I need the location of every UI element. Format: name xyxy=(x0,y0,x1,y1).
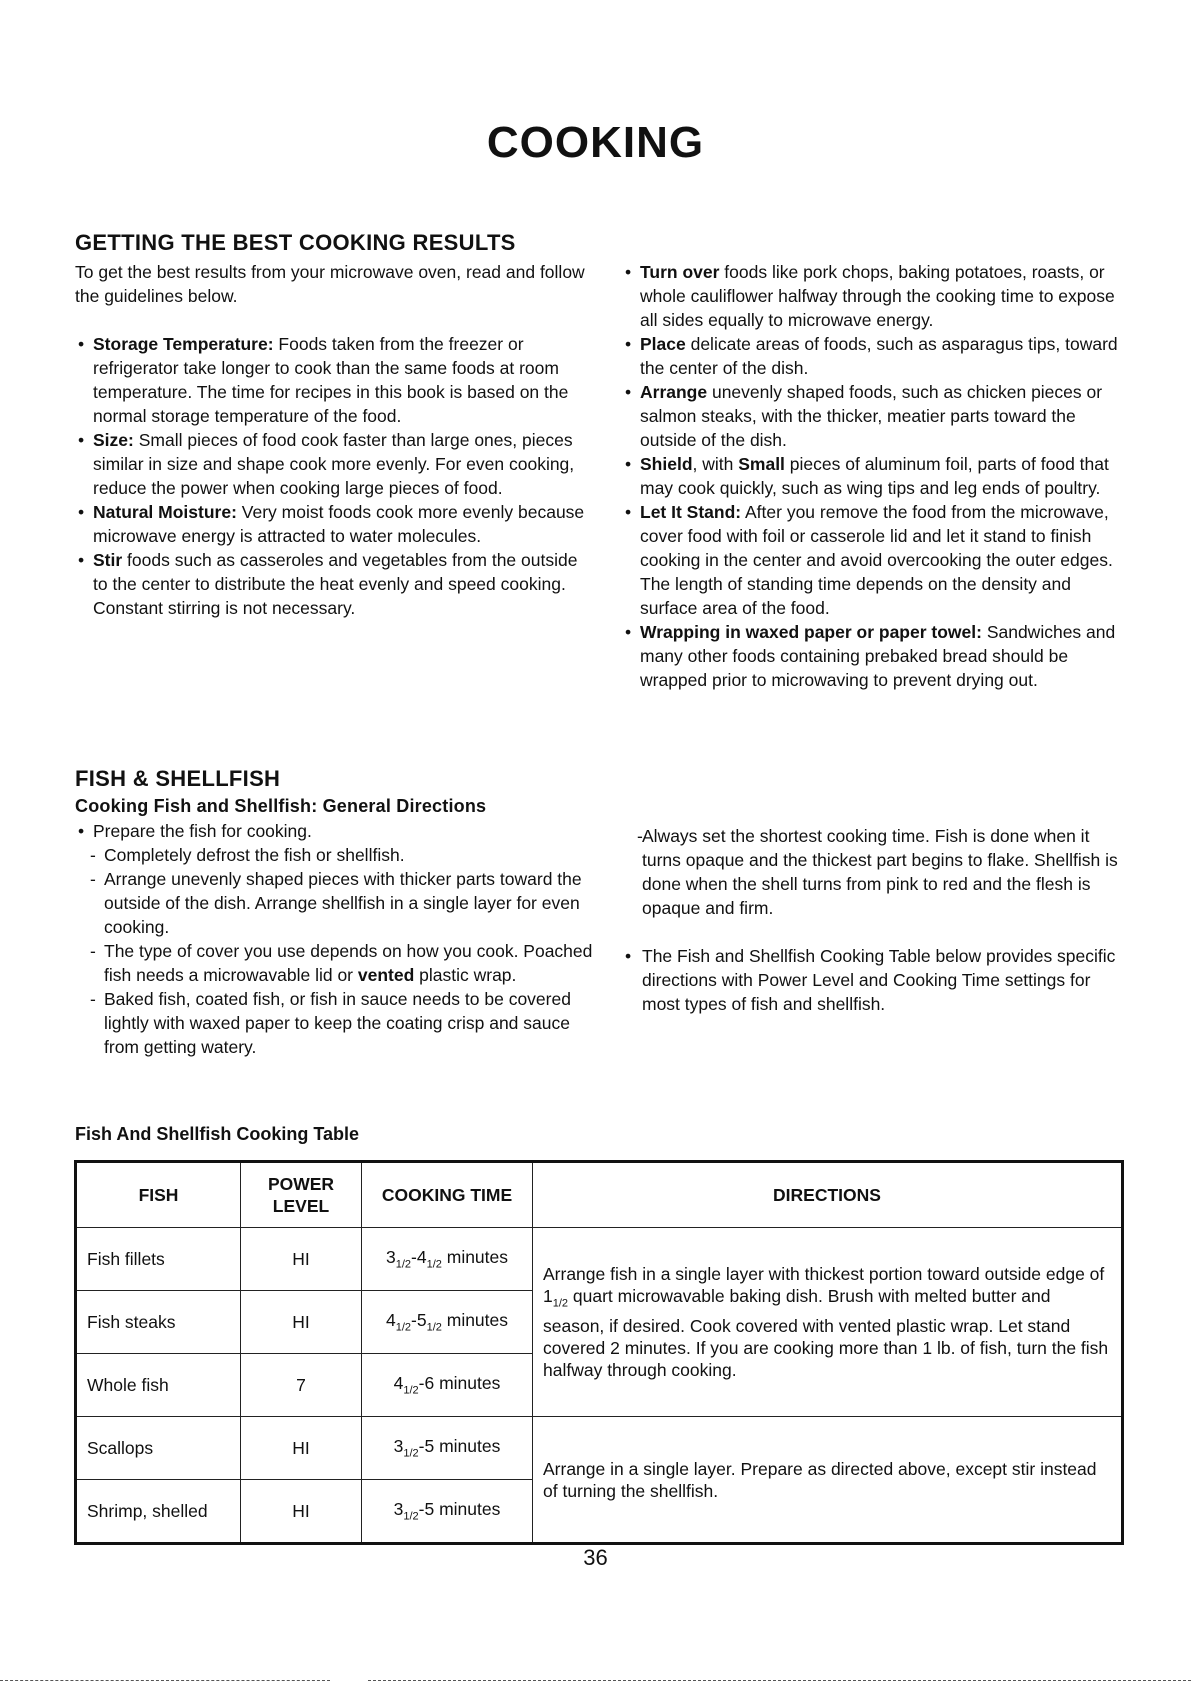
list-item xyxy=(622,260,1132,332)
item-text: After you remove the food from the microwave, cover food with foil or casserole lid and let it stand to finish cooking in the center and avoid overcooking the outer edges. The length of standing time depends on the density and surface area of the food. xyxy=(640,502,1113,618)
item-text: plastic wrap. xyxy=(414,965,517,985)
column-header-power-level xyxy=(241,1162,362,1228)
list-item xyxy=(622,452,1132,500)
item-text: Baked fish, coated fish, or fish in sauce needs to be covered lightly with waxed paper to keep the coating crisp and sauce from getting watery. xyxy=(104,989,571,1057)
best-results-right-column xyxy=(622,260,1132,692)
fish-table-note-list xyxy=(622,944,1132,1016)
item-text: delicate areas of foods, such as asparagus tips, toward the center of the dish. xyxy=(640,334,1118,378)
list-item xyxy=(622,620,1132,692)
cell-directions-shellfish: Arrange in a single layer. Prepare as directed above, except stir instead of turning the shellfish. xyxy=(533,1417,1123,1544)
item-bold-label: Turn over xyxy=(640,262,720,282)
column-header-directions: DIRECTIONS xyxy=(533,1162,1123,1228)
page-title: COOKING xyxy=(486,118,705,167)
fish-dash-list xyxy=(75,843,595,1059)
item-text: Arrange unevenly shaped pieces with thicker parts toward the outside of the dish. Arrange shellfish in a single layer for even cooking. xyxy=(104,869,582,937)
list-item xyxy=(75,987,595,1059)
footer-rule xyxy=(0,1680,330,1681)
list-item xyxy=(75,500,595,548)
item-text: unevenly shaped foods, such as chicken pieces or salmon steaks, with the thicker, meatier parts toward the outside of the dish. xyxy=(640,382,1103,450)
list-item xyxy=(75,867,595,939)
item-bold-label: Place xyxy=(640,334,686,354)
best-results-left-column xyxy=(75,230,595,620)
list-item xyxy=(75,332,595,428)
cell-fish: Fish fillets xyxy=(76,1228,241,1291)
item-text: The type of cover you use depends on how you cook. Poached fish needs a microwavable lid or xyxy=(104,941,593,985)
item-text: Completely defrost the fish or shellfish. xyxy=(104,845,405,865)
cell-fish: Whole fish xyxy=(76,1354,241,1417)
item-bold-label: Storage Temperature: xyxy=(93,334,274,354)
cell-fish: Fish steaks xyxy=(76,1291,241,1354)
list-item xyxy=(622,500,1132,620)
item-text: The Fish and Shellfish Cooking Table below provides specific directions with Power Level and Cooking Time settings for most types of fish and shellfish. xyxy=(642,946,1116,1014)
cell-power: HI xyxy=(241,1291,362,1354)
header-line: LEVEL xyxy=(272,1196,330,1216)
item-text: foods such as casseroles and vegetables from the outside to the center to distribute the heat evenly and speed cooking. Constant stirring is not necessary. xyxy=(93,550,578,618)
fish-right-dash-list xyxy=(622,824,1132,920)
list-item xyxy=(622,944,1132,1016)
cell-time: $3_{1/2}-4_{1/2}$ minutes xyxy=(362,1228,533,1291)
column-header-fish: FISH xyxy=(76,1162,241,1228)
cell-time: $3_{1/2}-5$ minutes xyxy=(362,1480,533,1544)
list-item xyxy=(622,380,1132,452)
table-row xyxy=(76,1417,1123,1480)
item-text: foods like pork chops, baking potatoes, roasts, or whole cauliflower halfway through the cooking time to expose all sides equally to microwave energy. xyxy=(640,262,1115,330)
cell-power: HI xyxy=(241,1417,362,1480)
item-bold-label: Size: xyxy=(93,430,134,450)
list-item xyxy=(622,332,1132,380)
item-text: Very moist foods cook more evenly because microwave energy is attracted to water molecules. xyxy=(93,502,585,546)
list-item xyxy=(75,819,595,843)
list-item xyxy=(75,939,595,987)
item-text: Sandwiches and many other foods containing prebaked bread should be wrapped prior to microwaving to prevent drying out. xyxy=(640,622,1116,690)
table-row xyxy=(76,1228,1123,1291)
item-bold-label: Wrapping in waxed paper or paper towel: xyxy=(640,622,982,642)
fish-heading: FISH & SHELLFISH xyxy=(75,766,281,791)
item-bold-label: Natural Moisture: xyxy=(93,502,237,522)
best-results-intro: To get the best results from your microwave oven, read and follow the guidelines below. xyxy=(75,262,585,306)
cell-power: 7 xyxy=(241,1354,362,1417)
footer-rule xyxy=(368,1680,1191,1681)
item-bold-label: Stir xyxy=(93,550,123,570)
list-item xyxy=(75,428,595,500)
item-text: Small pieces of food cook faster than large ones, pieces similar in size and shape cook more evenly. For even cooking, reduce the power when cooking large pieces of food. xyxy=(93,430,575,498)
cell-power: HI xyxy=(241,1228,362,1291)
item-text: Prepare the fish for cooking. xyxy=(93,821,312,841)
best-results-left-list xyxy=(75,332,595,620)
fish-right-column xyxy=(622,824,1132,1016)
cell-time: $4_{1/2}-6$ minutes xyxy=(362,1354,533,1417)
item-text: Always set the shortest cooking time. Fish is done when it turns opaque and the thickest part begins to flake. Shellfish is done when the shell turns from pink to red and the flesh is opaque and firm. xyxy=(642,826,1118,918)
list-item xyxy=(75,548,595,620)
table-header-row xyxy=(76,1162,1123,1228)
list-item xyxy=(75,843,595,867)
cell-time: $4_{1/2}-5_{1/2}$ minutes xyxy=(362,1291,533,1354)
cooking-table xyxy=(74,1160,1124,1545)
fish-prepare-list xyxy=(75,819,595,843)
cell-fish: Shrimp, shelled xyxy=(76,1480,241,1544)
item-bold-label: Arrange xyxy=(640,382,708,402)
best-results-heading: GETTING THE BEST COOKING RESULTS xyxy=(75,230,516,255)
cell-time: $3_{1/2}-5$ minutes xyxy=(362,1417,533,1480)
cell-fish: Scallops xyxy=(76,1417,241,1480)
list-item xyxy=(622,824,1132,920)
cell-power: HI xyxy=(241,1480,362,1544)
column-header-cooking-time: COOKING TIME xyxy=(362,1162,533,1228)
table-caption: Fish And Shellfish Cooking Table xyxy=(75,1124,360,1144)
cell-directions-fish: Arrange fish in a single layer with thickest portion toward outside edge of $1_{1/2}$ quart microwavable baking dish. Brush with melted butter and season, if desired. Cook covered with vented plastic wrap. Let stand covered 2 minutes. If you are cooking more than 1 lb. of fish, turn the fish halfway through cooking. xyxy=(533,1228,1123,1417)
header-line: POWER xyxy=(267,1174,335,1194)
item-bold-label: vented xyxy=(357,965,415,985)
best-results-right-list xyxy=(622,260,1132,692)
fish-subheading: Cooking Fish and Shellfish: General Directions xyxy=(75,796,487,816)
item-bold-label: Small xyxy=(738,454,785,474)
item-bold-label: Let It Stand: xyxy=(640,502,742,522)
page-number: 36 xyxy=(583,1545,608,1570)
item-text: pieces of aluminum foil, parts of food that may cook quickly, such as wing tips and leg ends of poultry. xyxy=(640,454,1109,498)
item-bold-label: Shield xyxy=(640,454,693,474)
fish-left-column xyxy=(75,766,595,1059)
item-text: , with xyxy=(692,454,739,474)
item-text: Foods taken from the freezer or refrigerator take longer to cook than the same foods at room temperature. The time for recipes in this book is based on the normal storage temperature of the food. xyxy=(93,334,569,426)
